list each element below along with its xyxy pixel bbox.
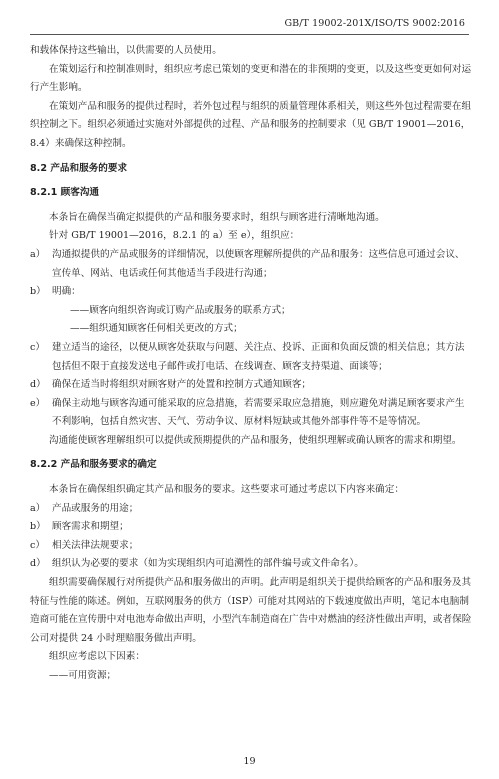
paragraph: 和载体保持这些输出，以供需要的人员使用。 <box>30 45 222 56</box>
paragraph: 在策划产品和服务的提供过程时，若外包过程与组织的质量管理体系相关，则这些外包过程需要在组织控制之下。组织必须通过实施对外部提供的过程、产品和服务的控制要求（见 GB/T 19001—2016，8.4）来确保这种控制。 <box>30 100 472 149</box>
list-item-text: 顾客需求和期望； <box>52 521 129 533</box>
section-heading-8-2-1: 8.2.1 顾客沟通 <box>30 187 100 199</box>
section-heading-8-2-2: 8.2.2 产品和服务要求的确定 <box>30 459 157 471</box>
standard-header: GB/T 19002-201X/ISO/TS 9002:2016 <box>284 18 465 29</box>
list-marker: b） <box>30 286 46 298</box>
page-number: 19 <box>243 756 256 767</box>
paragraph: 在策划运行和控制准则时，组织应考虑已策划的变更和潜在的非预期的变更，以及这些变更如何对运行产生影响。 <box>30 63 472 94</box>
list-item-text: 确保主动地与顾客沟通可能采取的应急措施，若需要采取应急措施，则应避免对满足顾客要求产生不利影响，包括自然灾害、天气、劳动争议、原材料短缺或其他外部事件等不是等情况。 <box>52 397 465 428</box>
list-item <box>30 339 472 376</box>
list-marker: d） <box>30 379 46 391</box>
list-item <box>30 395 472 432</box>
page-content <box>30 42 472 686</box>
list-item <box>30 246 472 283</box>
list-marker: e） <box>30 397 46 409</box>
list-item-text: 沟通拟提供的产品或服务的详细情况，以使顾客理解所提供的产品和服务：这些信息可通过会议、宣传单、网站、电话或任何其他适当手段进行沟通； <box>52 248 465 279</box>
list-marker: a） <box>30 248 46 260</box>
list-marker: c） <box>30 539 45 551</box>
list-marker: c） <box>30 341 45 353</box>
list-item-text: 产品或服务的用途； <box>52 502 139 514</box>
list-item <box>30 555 472 574</box>
list-item <box>30 283 472 302</box>
list-marker: a） <box>30 502 46 514</box>
list-item-text: 相关法律法规要求； <box>52 539 139 551</box>
paragraph: 组织应考虑以下因素： <box>49 651 145 663</box>
list-item-text: 确保在适当时将组织对顾客财产的处置和控制方式通知顾客； <box>52 379 312 391</box>
paragraph: 组织需要确保履行对所提供产品和服务做出的声明。此声明是组织关于提供给顾客的产品和服务及其特征与性能的陈述。例如，互联网服务的供方（ISP）可能对其网站的下载速度做出声明，笔记本电脑制造商可能在宣传册中对电池寿命做出声明，小型汽车制造商在广告中对燃油的经济性做出声明，或者保险公司对提供 24 小时理赔服务做出声明。 <box>30 577 472 644</box>
list-item <box>30 500 472 519</box>
list-item-text: 建立适当的途径，以便从顾客处获取与问题、关注点、投诉、正面和负面反馈的相关信息；其方法包括但不限于直接发送电子邮件或打电话、在线调查、顾客支持渠道、面谈等； <box>52 341 465 372</box>
paragraph: 本条旨在确保组织确定其产品和服务的要求。这些要求可通过考虑以下内容来确定： <box>49 484 404 496</box>
list-item <box>30 376 472 395</box>
list-marker: d） <box>30 558 46 570</box>
dash-item: ——组织通知顾客任何相关更改的方式； <box>70 323 243 335</box>
list-item-text: 组织认为必要的要求（如为实现组织内可追溯性的部件编号或文件命名）。 <box>52 558 364 570</box>
dash-item: ——顾客向组织咨询或订购产品或服务的联系方式； <box>70 304 291 316</box>
header-rule <box>30 34 469 35</box>
paragraph: 本条旨在确保当确定拟提供的产品和服务要求时，组织与顾客进行清晰地沟通。 <box>49 211 385 223</box>
dash-item: ——可用资源； <box>49 670 117 681</box>
paragraph: 针对 GB/T 19001—2016，8.2.1 的 a）至 e），组织应： <box>49 230 300 242</box>
paragraph: 沟通能使顾客理解组织可以提供或预期提供的产品和服务，使组织理解或确认顾客的需求和期望。 <box>49 434 462 446</box>
list-item-text: 明确： <box>52 286 81 298</box>
list-marker: b） <box>30 521 46 533</box>
list-item <box>30 537 472 556</box>
list-item <box>30 518 472 537</box>
section-heading-8-2: 8.2 产品和服务的要求 <box>30 162 128 174</box>
